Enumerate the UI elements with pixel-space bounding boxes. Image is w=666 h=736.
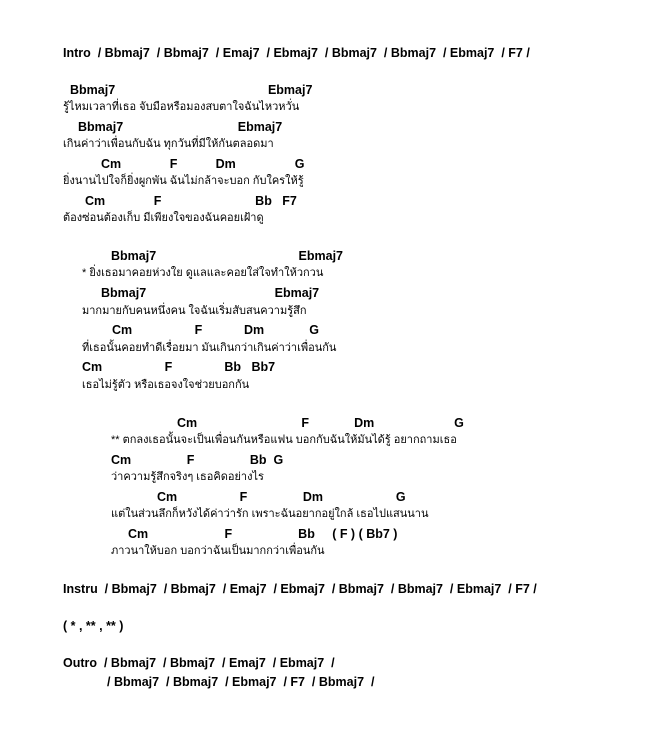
verse-lyric-line: ต้องซ่อนต้องเก็บ มีเพียงใจของฉันคอยเฝ้าดู xyxy=(63,212,264,224)
chorus-chord-line: Cm F Dm G xyxy=(157,490,406,504)
verse-chord-line: Cm F Bb F7 xyxy=(85,194,297,208)
verse-chord-line: Cm F Dm G xyxy=(101,157,305,171)
pre-chorus-lyric-line: ที่เธอนั้นคอยทำดีเรื่อยมา มันเกินกว่าเกินค่าว่าเพื่อนกัน xyxy=(82,342,337,354)
repeat-line: ( * , ** , ** ) xyxy=(63,619,124,633)
outro-line: Outro / Bbmaj7 / Bbmaj7 / Emaj7 / Ebmaj7 / xyxy=(63,656,335,670)
pre-chorus-chord-line: Bbmaj7 Ebmaj7 xyxy=(101,286,320,300)
chorus-chord-line: Cm F Dm G xyxy=(177,416,464,430)
verse-chord-line: Bbmaj7 Ebmaj7 xyxy=(70,83,313,97)
verse-lyric-line: ยิ่งนานไปใจก็ยิ่งผูกพัน ฉันไม่กล้าจะบอก กับใครให้รู้ xyxy=(63,175,304,187)
pre-chorus-lyric-line: เธอไม่รู้ตัว หรือเธอจงใจช่วยบอกกัน xyxy=(82,379,250,391)
verse-lyric-line: รู้ไหมเวลาที่เธอ จับมือหรือมองสบตาใจฉันไหวหวั่น xyxy=(63,101,300,113)
chorus-lyric-line: ว่าความรู้สึกจริงๆ เธอคิดอย่างไร xyxy=(111,471,264,483)
outro-line-2: / Bbmaj7 / Bbmaj7 / Ebmaj7 / F7 / Bbmaj7 / xyxy=(107,675,375,689)
pre-chorus-chord-line: Cm F Dm G xyxy=(112,323,319,337)
intro-line: Intro / Bbmaj7 / Bbmaj7 / Emaj7 / Ebmaj7 / Bbmaj7 / Bbmaj7 / Ebmaj7 / F7 / xyxy=(63,46,530,60)
chorus-chord-line: Cm F Bb ( F ) ( Bb7 ) xyxy=(128,527,398,541)
verse-lyric-line: เกินค่าว่าเพื่อนกับฉัน ทุกวันที่มีให้กันตลอดมา xyxy=(63,138,274,150)
pre-chorus-chord-line: Bbmaj7 Ebmaj7 xyxy=(111,249,344,263)
pre-chorus-chord-line: Cm F Bb Bb7 xyxy=(82,360,276,374)
verse-chord-line: Bbmaj7 Ebmaj7 xyxy=(78,120,283,134)
instru-line: Instru / Bbmaj7 / Bbmaj7 / Emaj7 / Ebmaj7 / Bbmaj7 / Bbmaj7 / Ebmaj7 / F7 / xyxy=(63,582,537,596)
pre-chorus-lyric-line: * ยิ่งเธอมาคอยห่วงใย ดูแลและคอยใส่ใจทำให้วกวน xyxy=(82,267,324,279)
chorus-lyric-line: ภาวนาให้บอก บอกว่าฉันเป็นมากกว่าเพื่อนกัน xyxy=(111,545,325,557)
chorus-chord-line: Cm F Bb G xyxy=(111,453,284,467)
chorus-lyric-line: แต่ในส่วนลึกก็หวังได้ค่าว่ารัก เพราะฉันอยากอยู่ใกล้ เธอไปแสนนาน xyxy=(111,508,429,520)
chorus-lyric-line: ** ตกลงเธอนั้นจะเป็นเพื่อนกันหรือแฟน บอกกับฉันให้มันได้รู้ อยากถามเธอ xyxy=(111,434,457,446)
pre-chorus-lyric-line: มากมายกับคนหนึ่งคน ใจฉันเริ่มสับสนความรู้สึก xyxy=(82,305,307,317)
